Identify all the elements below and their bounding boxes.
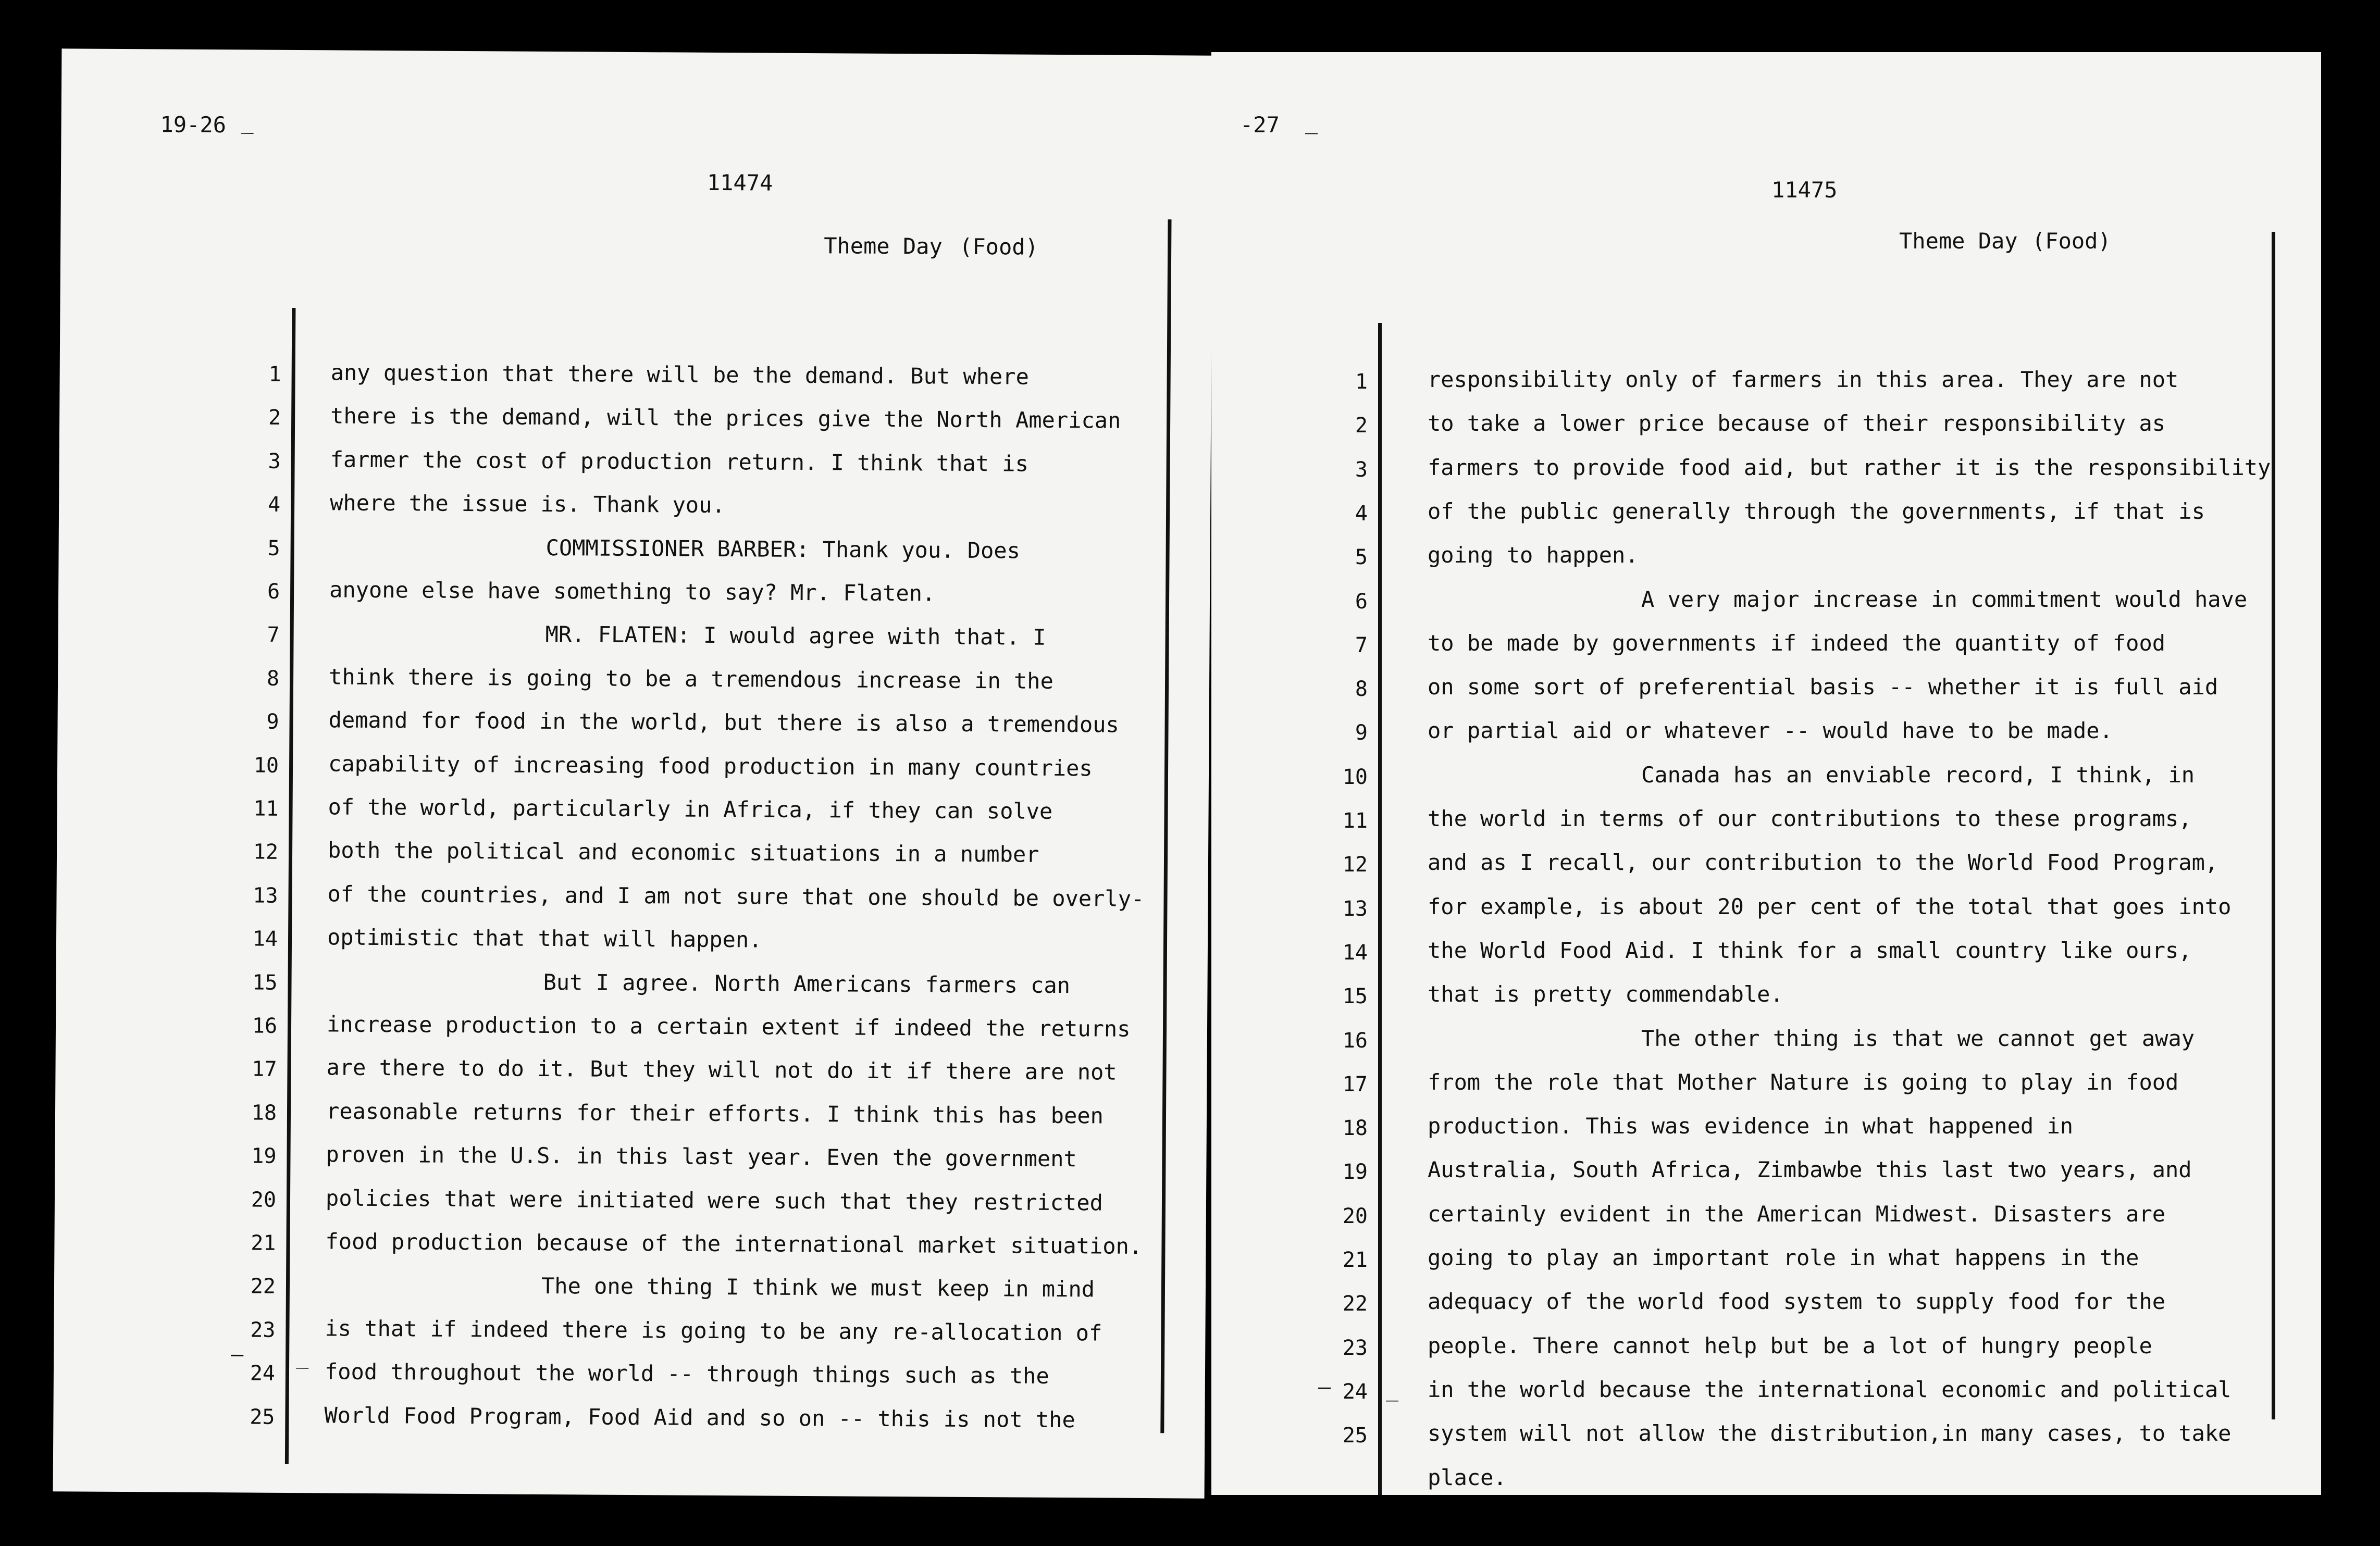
- line-25-dash: —: [231, 1342, 244, 1367]
- left-margin-rule: [285, 308, 296, 1464]
- transcript-line: where the issue is. Thank you.: [330, 490, 725, 518]
- right-transcript-page: [1211, 52, 2321, 1495]
- transcript-line: the world in terms of our contributions to these programs,: [1428, 806, 2192, 831]
- line-number: 19: [251, 1144, 277, 1169]
- transcript-line: going to happen.: [1428, 542, 1639, 568]
- transcript-line: The one thing I think we must keep in mind: [541, 1273, 1095, 1302]
- transcript-line: World Food Program, Food Aid and so on -- this is not the: [324, 1402, 1075, 1432]
- line-number: 2: [1355, 414, 1368, 438]
- transcript-line: both the political and economic situations in a number: [327, 837, 1039, 868]
- right-margin-rule: [2272, 232, 2275, 1419]
- line-number: 18: [251, 1101, 277, 1125]
- transcript-line: from the role that Mother Nature is going to play in food: [1428, 1069, 2179, 1095]
- transcript-line: production. This was evidence in what happened in: [1428, 1113, 2074, 1139]
- transcript-line: think there is going to be a tremendous increase in the: [328, 664, 1054, 694]
- transcript-line: to take a lower price because of their responsibility as: [1428, 410, 2166, 437]
- line-number: 12: [253, 840, 279, 865]
- line-number: 19: [1342, 1160, 1368, 1185]
- line-number: 17: [1342, 1072, 1368, 1096]
- page-number: 11475: [1771, 177, 1838, 203]
- header-subtitle: (Food): [2032, 228, 2111, 254]
- line-number: 10: [253, 753, 279, 778]
- header-subtitle: (Food): [959, 233, 1039, 260]
- transcript-line: proven in the U.S. in this last year. Even the government: [326, 1141, 1077, 1172]
- margin-dash: _: [1305, 110, 1318, 134]
- transcript-line: responsibility only of farmers in this area. They are not: [1428, 367, 2179, 392]
- transcript-line: anyone else have something to say? Mr. Flaten.: [329, 577, 936, 606]
- line-number: 6: [267, 579, 280, 604]
- transcript-line: on some sort of preferential basis -- whether it is full aid: [1428, 674, 2218, 700]
- transcript-line: of the public generally through the governments, if that is: [1428, 498, 2205, 524]
- line-25-tick: _: [1386, 1378, 1399, 1402]
- line-number: 21: [251, 1231, 276, 1255]
- transcript-line: is that if indeed there is going to be any re-allocation of: [325, 1315, 1102, 1346]
- transcript-line: that is pretty commendable.: [1428, 981, 1783, 1007]
- line-number: 12: [1342, 853, 1368, 877]
- line-number: 22: [1342, 1292, 1368, 1316]
- transcript-line: MR. FLATEN: I would agree with that. I: [545, 621, 1046, 651]
- line-number: 9: [1355, 721, 1368, 745]
- transcript-line: for example, is about 20 per cent of the total that goes into: [1428, 893, 2232, 919]
- line-number: 13: [253, 883, 278, 908]
- line-number: 11: [1342, 809, 1368, 833]
- transcript-line: adequacy of the world food system to supply food for the: [1428, 1289, 2166, 1315]
- transcript-line: demand for food in the world, but there is also a tremendous: [328, 707, 1119, 738]
- line-number: 8: [1355, 677, 1368, 702]
- page-slug: -27: [1240, 112, 1280, 138]
- line-number: 5: [267, 536, 280, 560]
- header-title: Theme Day: [824, 233, 943, 259]
- header-title: Theme Day: [1899, 228, 2018, 254]
- line-number: 11: [253, 796, 279, 821]
- line-number: 16: [252, 1014, 278, 1038]
- transcript-line: are there to do it. But they will not do it if there are not: [326, 1054, 1117, 1086]
- line-number: 14: [1342, 940, 1368, 965]
- transcript-line: to be made by governments if indeed the quantity of food: [1428, 630, 2166, 656]
- line-number: 15: [252, 970, 278, 995]
- transcript-line: system will not allow the distribution,in many cases, to take: [1428, 1420, 2232, 1447]
- line-number: 1: [1355, 370, 1368, 394]
- line-number: 4: [1355, 501, 1368, 526]
- transcript-line: Australia, South Africa, Zimbawbe this last two years, and: [1428, 1157, 2192, 1183]
- page-number: 11474: [706, 169, 773, 196]
- transcript-line: in the world because the international economic and political: [1428, 1376, 2232, 1402]
- transcript-line: capability of increasing food production in many countries: [328, 751, 1093, 781]
- line-number: 2: [268, 406, 281, 430]
- line-number: 25: [250, 1405, 275, 1429]
- line-number: 4: [267, 492, 281, 517]
- line-number: 8: [266, 666, 280, 691]
- line-25-dash: —: [1318, 1375, 1331, 1399]
- margin-dash: _: [241, 110, 254, 134]
- left-margin-rule: [1378, 323, 1382, 1495]
- line-number: 23: [250, 1318, 276, 1342]
- transcript-line: or partial aid or whatever -- would have to be made.: [1428, 718, 2113, 744]
- line-number: 25: [1342, 1424, 1368, 1448]
- line-number: 17: [252, 1057, 277, 1082]
- transcript-line: But I agree. North Americans farmers can: [543, 969, 1071, 998]
- transcript-line: people. There cannot help but be a lot of hungry people: [1428, 1332, 2152, 1358]
- line-number: 15: [1342, 984, 1368, 1009]
- line-number: 24: [250, 1361, 276, 1386]
- line-number: 9: [266, 709, 279, 734]
- line-number: 7: [1355, 633, 1368, 657]
- line-number: 22: [250, 1274, 276, 1299]
- line-number: 20: [1342, 1204, 1368, 1228]
- line-number: 13: [1342, 896, 1368, 921]
- left-transcript-page: [53, 48, 1213, 1498]
- transcript-line: Canada has an enviable record, I think, in: [1641, 762, 2195, 788]
- transcript-line: food throughout the world -- through things such as the: [324, 1358, 1049, 1389]
- line-number: 18: [1342, 1116, 1368, 1141]
- line-number: 1: [268, 362, 281, 386]
- line-number: 24: [1342, 1379, 1368, 1404]
- line-number: 21: [1342, 1248, 1368, 1272]
- line-number: 10: [1342, 765, 1368, 789]
- transcript-line: farmer the cost of production return. I think that is: [330, 446, 1028, 477]
- page-slug: 19-26: [160, 111, 227, 138]
- transcript-line: certainly evident in the American Midwest. Disasters are: [1428, 1201, 2166, 1227]
- transcript-line: and as I recall, our contribution to the World Food Program,: [1428, 850, 2218, 876]
- line-25-tick: _: [296, 1345, 309, 1369]
- transcript-line: COMMISSIONER BARBER: Thank you. Does: [546, 534, 1021, 564]
- line-number: 23: [1342, 1336, 1368, 1360]
- transcript-line: The other thing is that we cannot get away: [1641, 1025, 2195, 1051]
- transcript-line: going to play an important role in what happens in the: [1428, 1245, 2139, 1270]
- line-number: 5: [1355, 545, 1368, 570]
- transcript-line: food production because of the international market situation.: [325, 1228, 1143, 1259]
- transcript-line: place.: [1428, 1464, 1507, 1490]
- line-number: 3: [1355, 457, 1368, 482]
- transcript-line: policies that were initiated were such that they restricted: [325, 1185, 1104, 1216]
- transcript-line: farmers to provide food aid, but rather it is the responsibility: [1428, 454, 2271, 480]
- line-number: 20: [251, 1188, 277, 1212]
- transcript-line: of the world, particularly in Africa, if they can solve: [328, 794, 1053, 824]
- line-number: 6: [1355, 589, 1368, 614]
- transcript-line: there is the demand, will the prices give the North American: [330, 403, 1121, 434]
- transcript-line: reasonable returns for their efforts. I think this has been: [326, 1098, 1104, 1129]
- right-margin-rule: [1160, 219, 1171, 1433]
- transcript-line: increase production to a certain extent if indeed the returns: [326, 1011, 1131, 1042]
- transcript-line: of the countries, and I am not sure that one should be overly-: [327, 881, 1145, 912]
- line-number: 7: [267, 623, 280, 647]
- line-number: 3: [268, 449, 281, 473]
- transcript-line: any question that there will be the demand. But where: [330, 359, 1029, 390]
- line-number: 14: [252, 927, 278, 952]
- line-number: 16: [1342, 1028, 1368, 1053]
- transcript-line: optimistic that that will happen.: [327, 924, 762, 953]
- transcript-line: the World Food Aid. I think for a small country like ours,: [1428, 937, 2192, 963]
- transcript-line: A very major increase in commitment would have: [1641, 586, 2248, 612]
